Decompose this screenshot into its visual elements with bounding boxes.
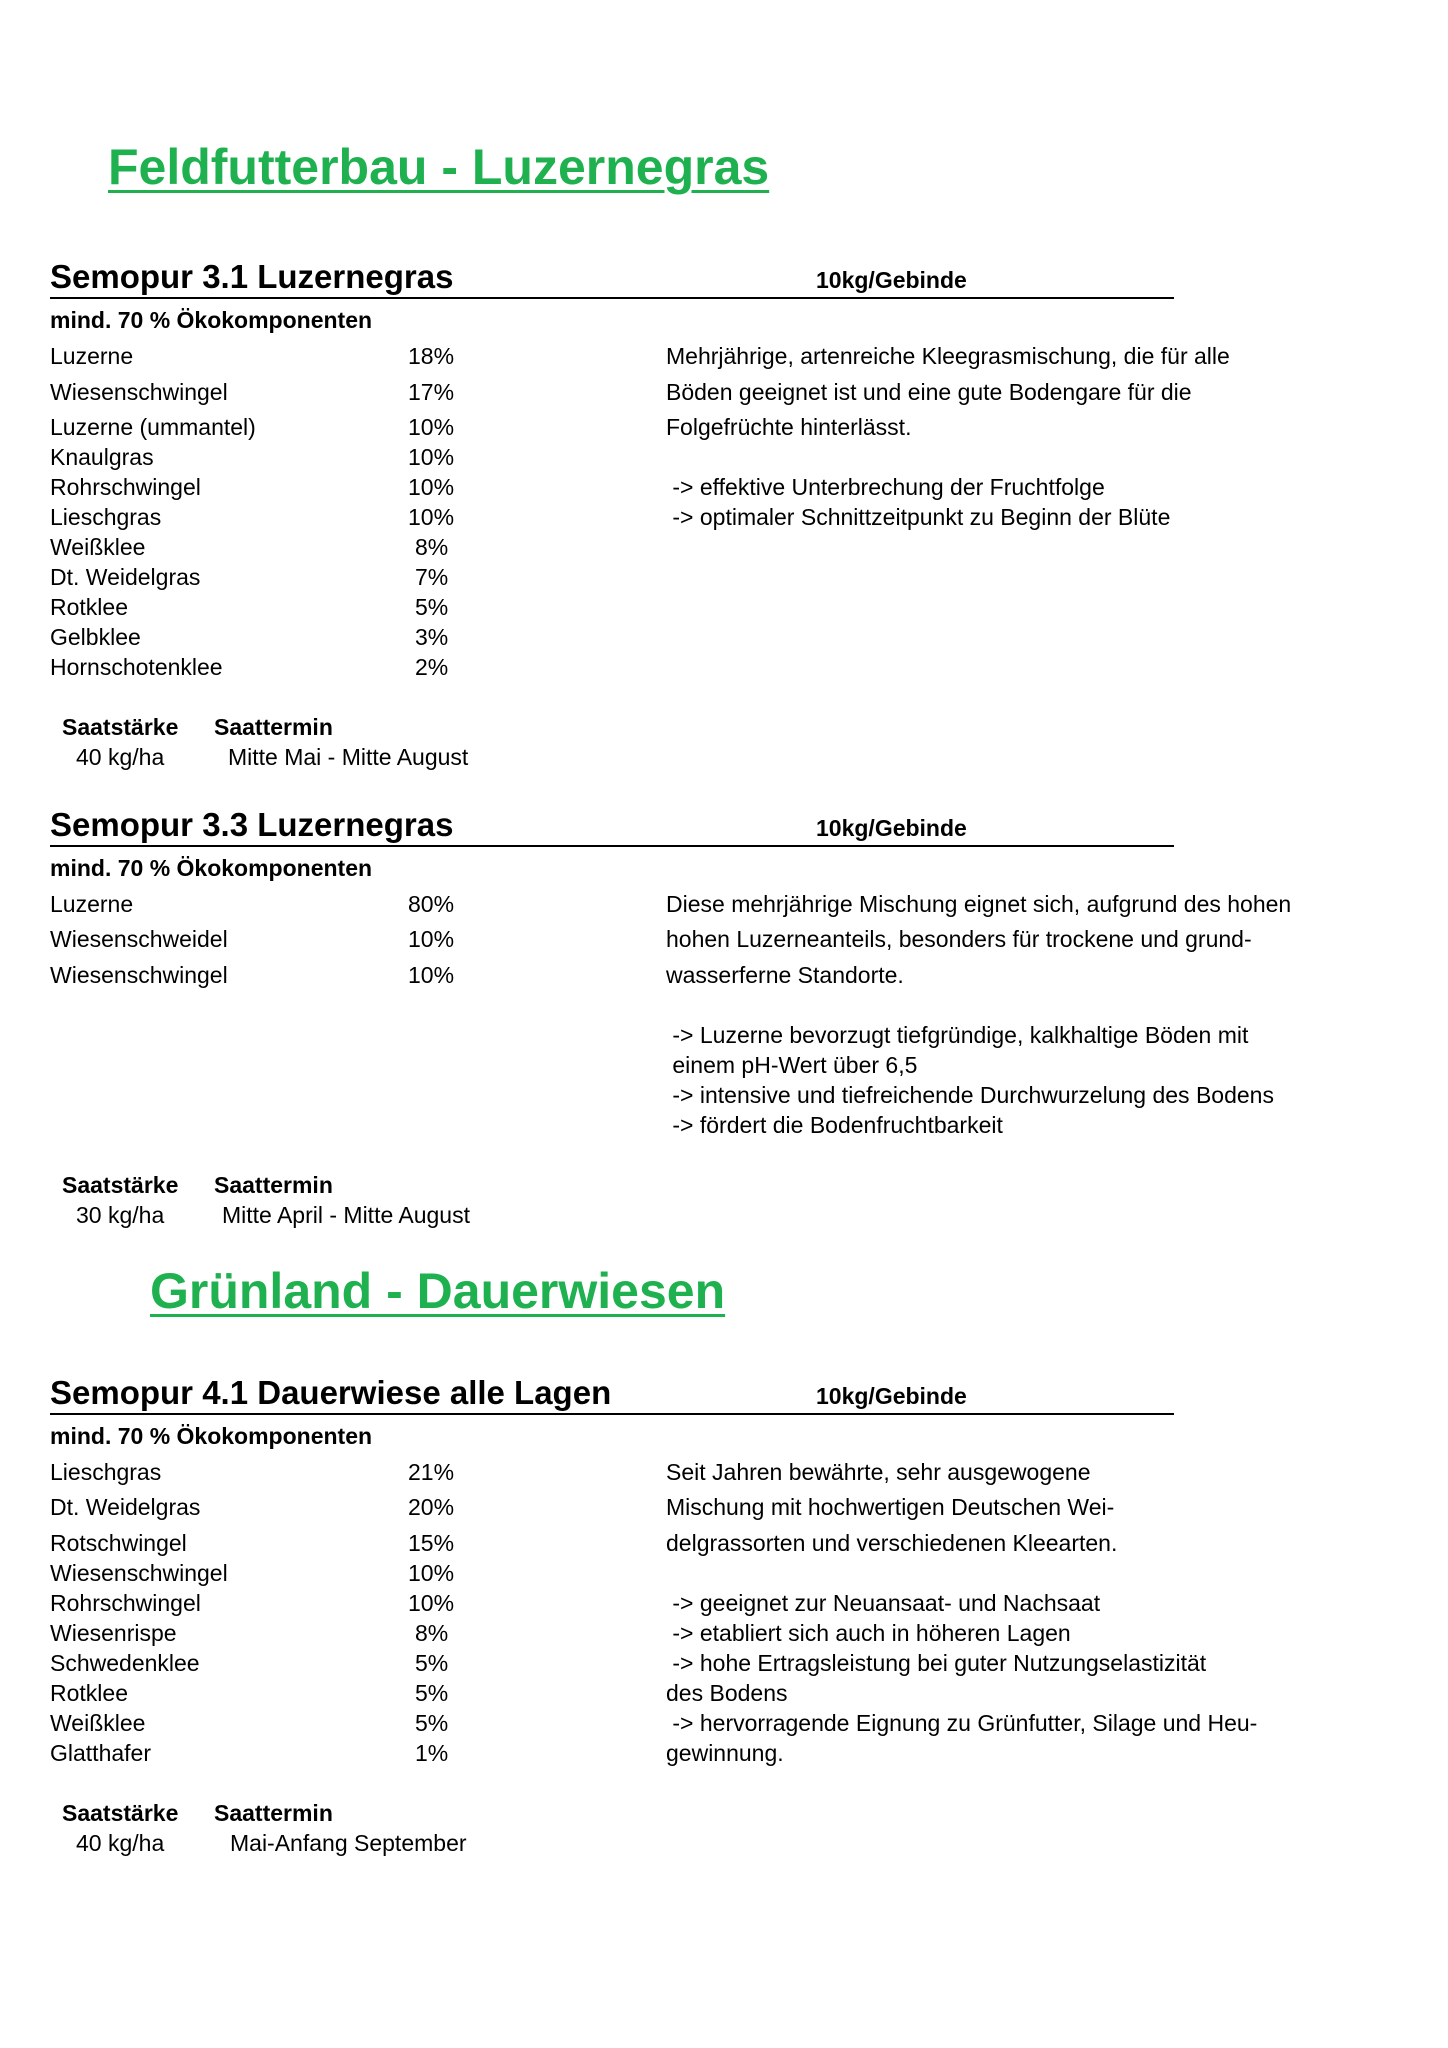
- component-name: Rotschwingel: [50, 1530, 187, 1556]
- component-percent: 1%: [415, 1740, 449, 1766]
- section-title-gruenland: Grünland - Dauerwiesen: [150, 1263, 726, 1319]
- component-percent: 5%: [415, 1680, 449, 1706]
- seed-date-label: Saattermin: [214, 1172, 333, 1198]
- component-percent: 10%: [408, 504, 455, 530]
- component-percent: 8%: [415, 1620, 449, 1646]
- component-percent: 20%: [408, 1494, 455, 1520]
- bullet-line: einem pH-Wert über 6,5: [666, 1052, 918, 1078]
- component-name: Lieschgras: [50, 504, 162, 530]
- component-percent: 17%: [408, 379, 455, 405]
- component-name: Luzerne: [50, 343, 134, 369]
- component-percent: 10%: [408, 1590, 455, 1616]
- component-name: Schwedenklee: [50, 1650, 200, 1676]
- component-percent: 80%: [408, 891, 455, 917]
- component-percent: 10%: [408, 414, 455, 440]
- component-percent: 5%: [415, 1650, 449, 1676]
- description-line: Folgefrüchte hinterlässt.: [666, 414, 912, 440]
- component-percent: 15%: [408, 1530, 455, 1556]
- component-name: Luzerne (ummantel): [50, 414, 256, 440]
- component-percent: 3%: [415, 624, 449, 650]
- bullet-line: -> optimaler Schnittzeitpunkt zu Beginn der Blüte: [666, 504, 1171, 530]
- component-name: Rotklee: [50, 594, 128, 620]
- product-title: Semopur 3.3 Luzernegras: [50, 806, 454, 843]
- component-percent: 21%: [408, 1459, 455, 1485]
- product-title: Semopur 4.1 Dauerwiese alle Lagen: [50, 1374, 612, 1411]
- component-percent: 5%: [415, 594, 449, 620]
- component-percent: 10%: [408, 444, 455, 470]
- component-name: Dt. Weidelgras: [50, 564, 201, 590]
- component-name: Lieschgras: [50, 1459, 162, 1485]
- bullet-line: -> hervorragende Eignung zu Grünfutter, Silage und Heu-: [666, 1710, 1258, 1736]
- pack-size: 10kg/Gebinde: [816, 815, 967, 841]
- component-name: Rotklee: [50, 1680, 128, 1706]
- seed-rate-label: Saatstärke: [62, 1800, 179, 1826]
- component-percent: 10%: [408, 1560, 455, 1586]
- seed-rate-label: Saatstärke: [62, 714, 179, 740]
- component-percent: 18%: [408, 343, 455, 369]
- description-line: Seit Jahren bewährte, sehr ausgewogene: [666, 1459, 1091, 1485]
- component-name: Rohrschwingel: [50, 474, 201, 500]
- description-line: wasserferne Standorte.: [666, 962, 904, 988]
- seed-rate-value: 40 kg/ha: [76, 744, 165, 770]
- title-underline: [50, 1413, 1174, 1415]
- component-percent: 5%: [415, 1710, 449, 1736]
- component-name: Wiesenschweidel: [50, 926, 228, 952]
- description-line: hohen Luzerneanteils, besonders für trockene und grund-: [666, 926, 1252, 952]
- product-title: Semopur 3.1 Luzernegras: [50, 258, 454, 295]
- eco-subtitle: mind. 70 % Ökokomponenten: [50, 1423, 373, 1449]
- pack-size: 10kg/Gebinde: [816, 267, 967, 293]
- component-name: Weißklee: [50, 534, 146, 560]
- bullet-line: -> Luzerne bevorzugt tiefgründige, kalkhaltige Böden mit: [666, 1022, 1249, 1048]
- seed-date-value: Mai-Anfang September: [230, 1830, 467, 1856]
- seed-rate-label: Saatstärke: [62, 1172, 179, 1198]
- seed-rate-value: 30 kg/ha: [76, 1202, 165, 1228]
- component-percent: 8%: [415, 534, 449, 560]
- description-line: Böden geeignet ist und eine gute Bodengare für die: [666, 379, 1192, 405]
- seed-date-value: Mitte Mai - Mitte August: [228, 744, 469, 770]
- bullet-line: -> fördert die Bodenfruchtbarkeit: [666, 1112, 1003, 1138]
- component-name: Wiesenschwingel: [50, 1560, 228, 1586]
- component-name: Wiesenschwingel: [50, 379, 228, 405]
- eco-subtitle: mind. 70 % Ökokomponenten: [50, 307, 373, 333]
- bullet-line: gewinnung.: [666, 1740, 784, 1766]
- component-name: Wiesenschwingel: [50, 962, 228, 988]
- component-name: Wiesenrispe: [50, 1620, 177, 1646]
- component-name: Glatthafer: [50, 1740, 151, 1766]
- description-line: Mehrjährige, artenreiche Kleegrasmischung, die für alle: [666, 343, 1230, 369]
- title-underline: [50, 845, 1174, 847]
- description-line: delgrassorten und verschiedenen Kleearten.: [666, 1530, 1118, 1556]
- component-percent: 10%: [408, 962, 455, 988]
- seed-date-value: Mitte April - Mitte August: [222, 1202, 470, 1228]
- seed-date-label: Saattermin: [214, 714, 333, 740]
- component-percent: 10%: [408, 474, 455, 500]
- component-percent: 2%: [415, 654, 449, 680]
- bullet-line: -> intensive und tiefreichende Durchwurzelung des Bodens: [666, 1082, 1274, 1108]
- component-name: Luzerne: [50, 891, 134, 917]
- bullet-line: des Bodens: [666, 1680, 788, 1706]
- seed-rate-value: 40 kg/ha: [76, 1830, 165, 1856]
- section-title-feldfutterbau: Feldfutterbau - Luzernegras: [108, 139, 770, 195]
- component-name: Knaulgras: [50, 444, 154, 470]
- bullet-line: -> hohe Ertragsleistung bei guter Nutzungselastizität: [666, 1650, 1207, 1676]
- pack-size: 10kg/Gebinde: [816, 1383, 967, 1409]
- seed-date-label: Saattermin: [214, 1800, 333, 1826]
- bullet-line: -> geeignet zur Neuansaat- und Nachsaat: [666, 1590, 1101, 1616]
- title-underline: [50, 297, 1174, 299]
- description-line: Diese mehrjährige Mischung eignet sich, aufgrund des hohen: [666, 891, 1292, 917]
- component-name: Gelbklee: [50, 624, 141, 650]
- component-name: Weißklee: [50, 1710, 146, 1736]
- component-name: Hornschotenklee: [50, 654, 223, 680]
- bullet-line: -> effektive Unterbrechung der Fruchtfolge: [666, 474, 1105, 500]
- description-line: Mischung mit hochwertigen Deutschen Wei-: [666, 1494, 1115, 1520]
- component-percent: 10%: [408, 926, 455, 952]
- component-name: Dt. Weidelgras: [50, 1494, 201, 1520]
- eco-subtitle: mind. 70 % Ökokomponenten: [50, 855, 373, 881]
- component-name: Rohrschwingel: [50, 1590, 201, 1616]
- bullet-line: -> etabliert sich auch in höheren Lagen: [666, 1620, 1071, 1646]
- component-percent: 7%: [415, 564, 449, 590]
